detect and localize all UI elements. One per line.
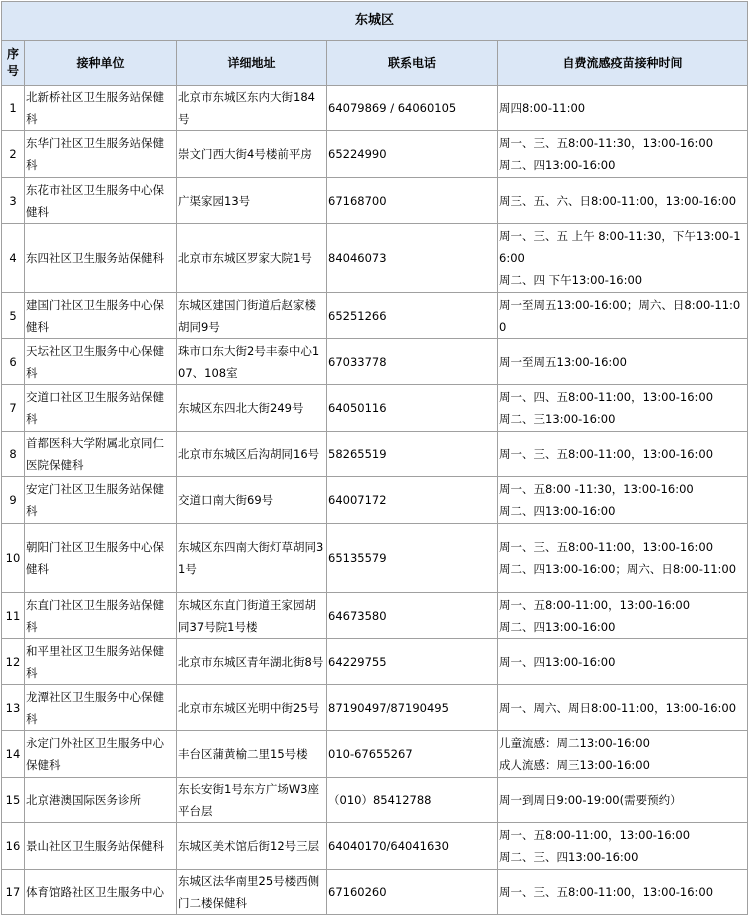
time-line: 周一到周日9:00-19:00(需要预约） <box>499 793 682 807</box>
vaccination-unit: 北京港澳国际医务诊所 <box>25 778 177 823</box>
phone-number: 64040170/64041630 <box>327 823 498 870</box>
time-line: 周一、五8:00 -11:30，13:00-16:00 <box>499 482 694 496</box>
table-row <box>2 477 748 524</box>
address: 东长安街1号东方广场W3座平台层 <box>177 778 327 823</box>
time-line: 周一、三、五8:00-11:30，13:00-16:00 <box>499 136 714 150</box>
vaccination-unit: 朝阳门社区卫生服务中心保健科 <box>25 524 177 593</box>
address: 交道口南大街69号 <box>177 477 327 524</box>
phone-number: 67033778 <box>327 339 498 385</box>
table-row <box>2 685 748 731</box>
row-number: 1 <box>2 86 25 131</box>
phone-number: （010）85412788 <box>327 778 498 823</box>
time-line: 儿童流感：周二13:00-16:00 <box>499 736 650 750</box>
table-row <box>2 339 748 385</box>
phone-number: 64050116 <box>327 385 498 432</box>
time-line: 周一、三、五8:00-11:00，13:00-16:00 <box>499 540 714 554</box>
table-row <box>2 524 748 593</box>
table-row <box>2 293 748 339</box>
vaccination-time <box>498 823 748 870</box>
table-row <box>2 131 748 178</box>
time-line: 周一、五8:00-11:00，13:00-16:00 <box>499 828 691 842</box>
table-row <box>2 639 748 685</box>
phone-number: 64673580 <box>327 593 498 639</box>
vaccination-table <box>1 1 748 915</box>
time-line: 周二、四 下午13:00-16:00 <box>499 273 643 287</box>
time-line: 周二、四13:00-16:00 <box>499 504 616 518</box>
row-number: 10 <box>2 524 25 593</box>
time-line: 周一、三、五8:00-11:00，13:00-16:00 <box>499 447 714 461</box>
vaccination-unit: 体育馆路社区卫生服务中心 <box>25 870 177 915</box>
address: 广渠家园13号 <box>177 178 327 224</box>
header-time: 自费流感疫苗接种时间 <box>498 41 748 86</box>
vaccination-time <box>498 593 748 639</box>
phone-number: 87190497/87190495 <box>327 685 498 731</box>
time-line: 成人流感：周三13:00-16:00 <box>499 758 650 772</box>
table-row <box>2 385 748 432</box>
time-line: 周四8:00-11:00 <box>499 101 586 115</box>
vaccination-time <box>498 870 748 915</box>
row-number: 15 <box>2 778 25 823</box>
vaccination-unit: 东花市社区卫生服务中心保健科 <box>25 178 177 224</box>
vaccination-time <box>498 731 748 778</box>
row-number: 3 <box>2 178 25 224</box>
row-number: 7 <box>2 385 25 432</box>
phone-number: 64079869 / 64060105 <box>327 86 498 131</box>
row-number: 14 <box>2 731 25 778</box>
table-row <box>2 593 748 639</box>
header-unit: 接种单位 <box>25 41 177 86</box>
vaccination-time <box>498 339 748 385</box>
address: 东城区东四南大街灯草胡同31号 <box>177 524 327 593</box>
vaccination-time <box>498 639 748 685</box>
vaccination-unit: 东直门社区卫生服务站保健科 <box>25 593 177 639</box>
time-line: 周二、四13:00-16:00 <box>499 158 616 172</box>
phone-number: 58265519 <box>327 432 498 477</box>
row-number: 9 <box>2 477 25 524</box>
vaccination-unit: 东四社区卫生服务站保健科 <box>25 224 177 293</box>
phone-number: 84046073 <box>327 224 498 293</box>
row-number: 17 <box>2 870 25 915</box>
phone-number: 65251266 <box>327 293 498 339</box>
vaccination-time <box>498 477 748 524</box>
table-row <box>2 432 748 477</box>
time-line: 周一、四、五8:00-11:00，13:00-16:00 <box>499 390 714 404</box>
vaccination-time <box>498 178 748 224</box>
time-line: 周一、三、五 上午 8:00-11:30，下午13:00-16:00 <box>499 229 741 265</box>
row-number: 5 <box>2 293 25 339</box>
row-number: 6 <box>2 339 25 385</box>
time-line: 周一、五8:00-11:00，13:00-16:00 <box>499 597 691 612</box>
vaccination-time <box>498 685 748 731</box>
vaccination-time <box>498 86 748 131</box>
row-number: 16 <box>2 823 25 870</box>
header-address: 详细地址 <box>177 41 327 86</box>
table-row <box>2 870 748 915</box>
vaccination-unit: 东华门社区卫生服务站保健科 <box>25 131 177 178</box>
time-line: 周一、三、五8:00-11:00，13:00-16:00 <box>499 885 714 899</box>
vaccination-unit: 天坛社区卫生服务中心保健科 <box>25 339 177 385</box>
time-line: 周一、周六、周日8:00-11:00，13:00-16:00 <box>499 700 737 715</box>
address: 北京市东城区光明中街25号 <box>177 685 327 731</box>
time-line: 周二、四13:00-16:00 <box>499 619 616 634</box>
address: 东城区美术馆后街12号三层 <box>177 823 327 870</box>
header-no: 序号 <box>2 41 25 86</box>
vaccination-time <box>498 131 748 178</box>
time-line: 周二、三、四13:00-16:00 <box>499 850 639 864</box>
phone-number: 65135579 <box>327 524 498 593</box>
address: 东城区东四北大街249号 <box>177 385 327 432</box>
table-row <box>2 731 748 778</box>
vaccination-time <box>498 432 748 477</box>
vaccination-unit: 交道口社区卫生服务站保健科 <box>25 385 177 432</box>
time-line: 周二、三13:00-16:00 <box>499 412 616 426</box>
vaccination-unit: 景山社区卫生服务站保健科 <box>25 823 177 870</box>
header-phone: 联系电话 <box>327 41 498 86</box>
phone-number: 010-67655267 <box>327 731 498 778</box>
row-number: 2 <box>2 131 25 178</box>
time-line: 周一至周五13:00-16:00；周六、日8:00-11:00 <box>499 297 741 334</box>
address: 北京市东城区青年湖北街8号 <box>177 639 327 685</box>
phone-number: 67160260 <box>327 870 498 915</box>
vaccination-unit: 和平里社区卫生服务站保健科 <box>25 639 177 685</box>
time-line: 周三、五、六、日8:00-11:00，13:00-16:00 <box>499 193 737 208</box>
vaccination-unit: 永定门外社区卫生服务中心保健科 <box>25 731 177 778</box>
address: 珠市口东大街2号丰泰中心107、108室 <box>177 339 327 385</box>
vaccination-unit: 安定门社区卫生服务站保健科 <box>25 477 177 524</box>
time-line: 周二、四13:00-16:00；周六、日8:00-11:00 <box>499 562 737 576</box>
phone-number: 65224990 <box>327 131 498 178</box>
table-row <box>2 823 748 870</box>
header-row <box>2 41 748 86</box>
phone-number: 64229755 <box>327 639 498 685</box>
vaccination-unit: 建国门社区卫生服务中心保健科 <box>25 293 177 339</box>
vaccination-time <box>498 385 748 432</box>
title-row <box>2 2 748 41</box>
time-line: 周一、四13:00-16:00 <box>499 654 616 669</box>
address: 北京市东城区罗家大院1号 <box>177 224 327 293</box>
address: 北京市东城区后沟胡同16号 <box>177 432 327 477</box>
address: 丰台区蒲黄榆二里15号楼 <box>177 731 327 778</box>
table-row <box>2 178 748 224</box>
vaccination-unit: 龙潭社区卫生服务中心保健科 <box>25 685 177 731</box>
vaccination-time <box>498 778 748 823</box>
vaccination-time <box>498 524 748 593</box>
address: 崇文门西大街4号楼前平房 <box>177 131 327 178</box>
address: 东城区建国门街道后赵家楼胡同9号 <box>177 293 327 339</box>
district-title: 东城区 <box>2 2 748 41</box>
time-line: 周一至周五13:00-16:00 <box>499 354 627 369</box>
phone-number: 64007172 <box>327 477 498 524</box>
row-number: 12 <box>2 639 25 685</box>
row-number: 8 <box>2 432 25 477</box>
vaccination-unit: 北新桥社区卫生服务站保健科 <box>25 86 177 131</box>
row-number: 11 <box>2 593 25 639</box>
table-row <box>2 224 748 293</box>
row-number: 13 <box>2 685 25 731</box>
vaccination-time <box>498 224 748 293</box>
vaccination-unit: 首都医科大学附属北京同仁医院保健科 <box>25 432 177 477</box>
address: 北京市东城区东内大街184号 <box>177 86 327 131</box>
phone-number: 67168700 <box>327 178 498 224</box>
table-row <box>2 778 748 823</box>
table-row <box>2 86 748 131</box>
row-number: 4 <box>2 224 25 293</box>
address: 东城区法华南里25号楼西侧门二楼保健科 <box>177 870 327 915</box>
address: 东城区东直门街道王家园胡同37号院1号楼 <box>177 593 327 639</box>
vaccination-time <box>498 293 748 339</box>
